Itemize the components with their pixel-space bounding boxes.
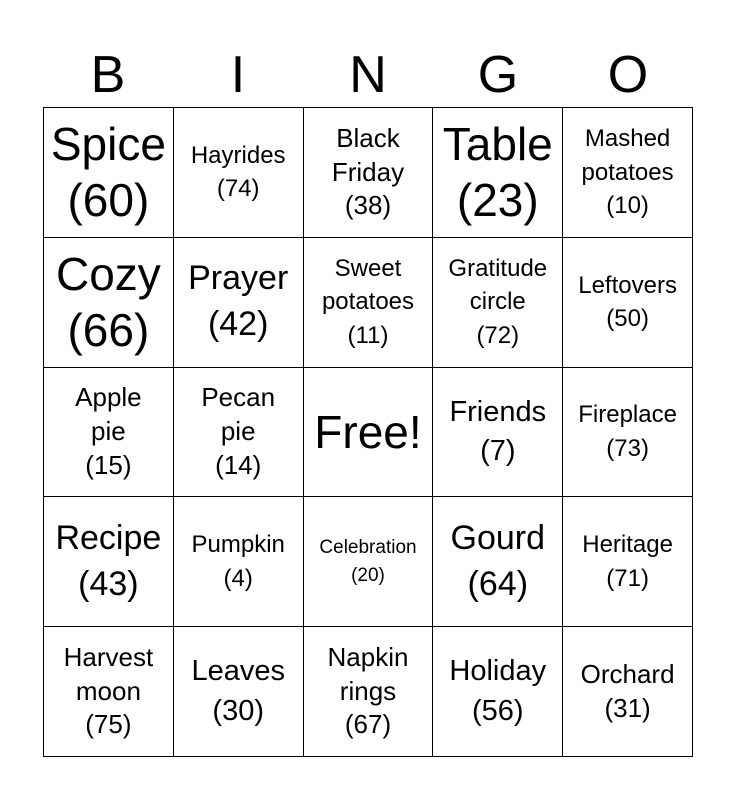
bingo-cell[interactable] xyxy=(433,627,563,757)
bingo-cell[interactable] xyxy=(44,368,174,498)
bingo-cell-label: Gratitude circle (72) xyxy=(448,254,548,349)
bingo-cell[interactable] xyxy=(44,238,174,368)
bingo-cell-label: Spice (60) xyxy=(50,118,166,227)
bingo-cell-label: Fireplace (73) xyxy=(578,401,677,462)
bingo-cell-label: Orchard (31) xyxy=(580,658,675,723)
bingo-cell-label: Sweet potatoes (11) xyxy=(321,254,415,349)
bingo-header xyxy=(43,44,693,106)
bingo-cell-label: Holiday (56) xyxy=(449,655,547,727)
bingo-cell-label: Pumpkin (4) xyxy=(191,531,285,592)
bingo-cell[interactable] xyxy=(563,238,693,368)
header-letter-n: N xyxy=(349,46,387,104)
bingo-cell[interactable] xyxy=(174,238,304,368)
header-letter-i: I xyxy=(230,46,246,104)
bingo-cell[interactable] xyxy=(174,627,304,757)
bingo-cell[interactable] xyxy=(433,238,563,368)
bingo-cell-label: Friends (7) xyxy=(449,395,547,467)
bingo-cell[interactable] xyxy=(433,368,563,498)
bingo-cell[interactable] xyxy=(563,368,693,498)
bingo-cell[interactable] xyxy=(304,238,434,368)
bingo-cell-label: Harvest moon (75) xyxy=(63,641,154,740)
bingo-cell-label: Recipe (43) xyxy=(55,518,162,603)
bingo-cell-label: Mashed potatoes (10) xyxy=(581,125,674,220)
bingo-cell[interactable] xyxy=(174,368,304,498)
bingo-cell[interactable] xyxy=(563,627,693,757)
bingo-cell[interactable] xyxy=(433,497,563,627)
bingo-cell-label: Pecan pie (14) xyxy=(201,382,276,480)
bingo-cell-label: Celebration (20) xyxy=(319,537,417,586)
bingo-cell[interactable] xyxy=(44,108,174,238)
bingo-cell-label: Free! xyxy=(314,405,422,458)
bingo-cell[interactable] xyxy=(44,497,174,627)
bingo-cell[interactable] xyxy=(304,497,434,627)
header-letter-b: B xyxy=(90,46,126,104)
bingo-cell-label: Apple pie (15) xyxy=(75,382,142,480)
bingo-cell-label: Leftovers (50) xyxy=(578,271,677,333)
bingo-cell[interactable] xyxy=(304,627,434,757)
bingo-cell-label: Gourd (64) xyxy=(450,518,546,603)
bingo-cell-label: Leaves (30) xyxy=(191,655,285,727)
bingo-cell-label: Hayrides (74) xyxy=(190,141,286,203)
bingo-cell[interactable] xyxy=(44,627,174,757)
bingo-cell[interactable] xyxy=(174,108,304,238)
header-letter-o: O xyxy=(607,46,649,104)
bingo-cell-label: Napkin rings (67) xyxy=(327,641,409,740)
bingo-cell[interactable] xyxy=(563,108,693,238)
bingo-free-space[interactable] xyxy=(304,368,434,498)
bingo-cell[interactable] xyxy=(304,108,434,238)
bingo-cell[interactable] xyxy=(433,108,563,238)
bingo-cell-label: Cozy (66) xyxy=(55,248,161,357)
bingo-cell-label: Prayer (42) xyxy=(188,259,289,344)
bingo-card xyxy=(43,107,693,757)
bingo-cell-label: Table (23) xyxy=(442,118,553,227)
header-letter-g: G xyxy=(477,46,519,104)
bingo-cell[interactable] xyxy=(174,497,304,627)
bingo-cell[interactable] xyxy=(563,497,693,627)
bingo-cell-label: Heritage (71) xyxy=(582,531,673,592)
bingo-cell-label: Black Friday (38) xyxy=(331,122,405,221)
